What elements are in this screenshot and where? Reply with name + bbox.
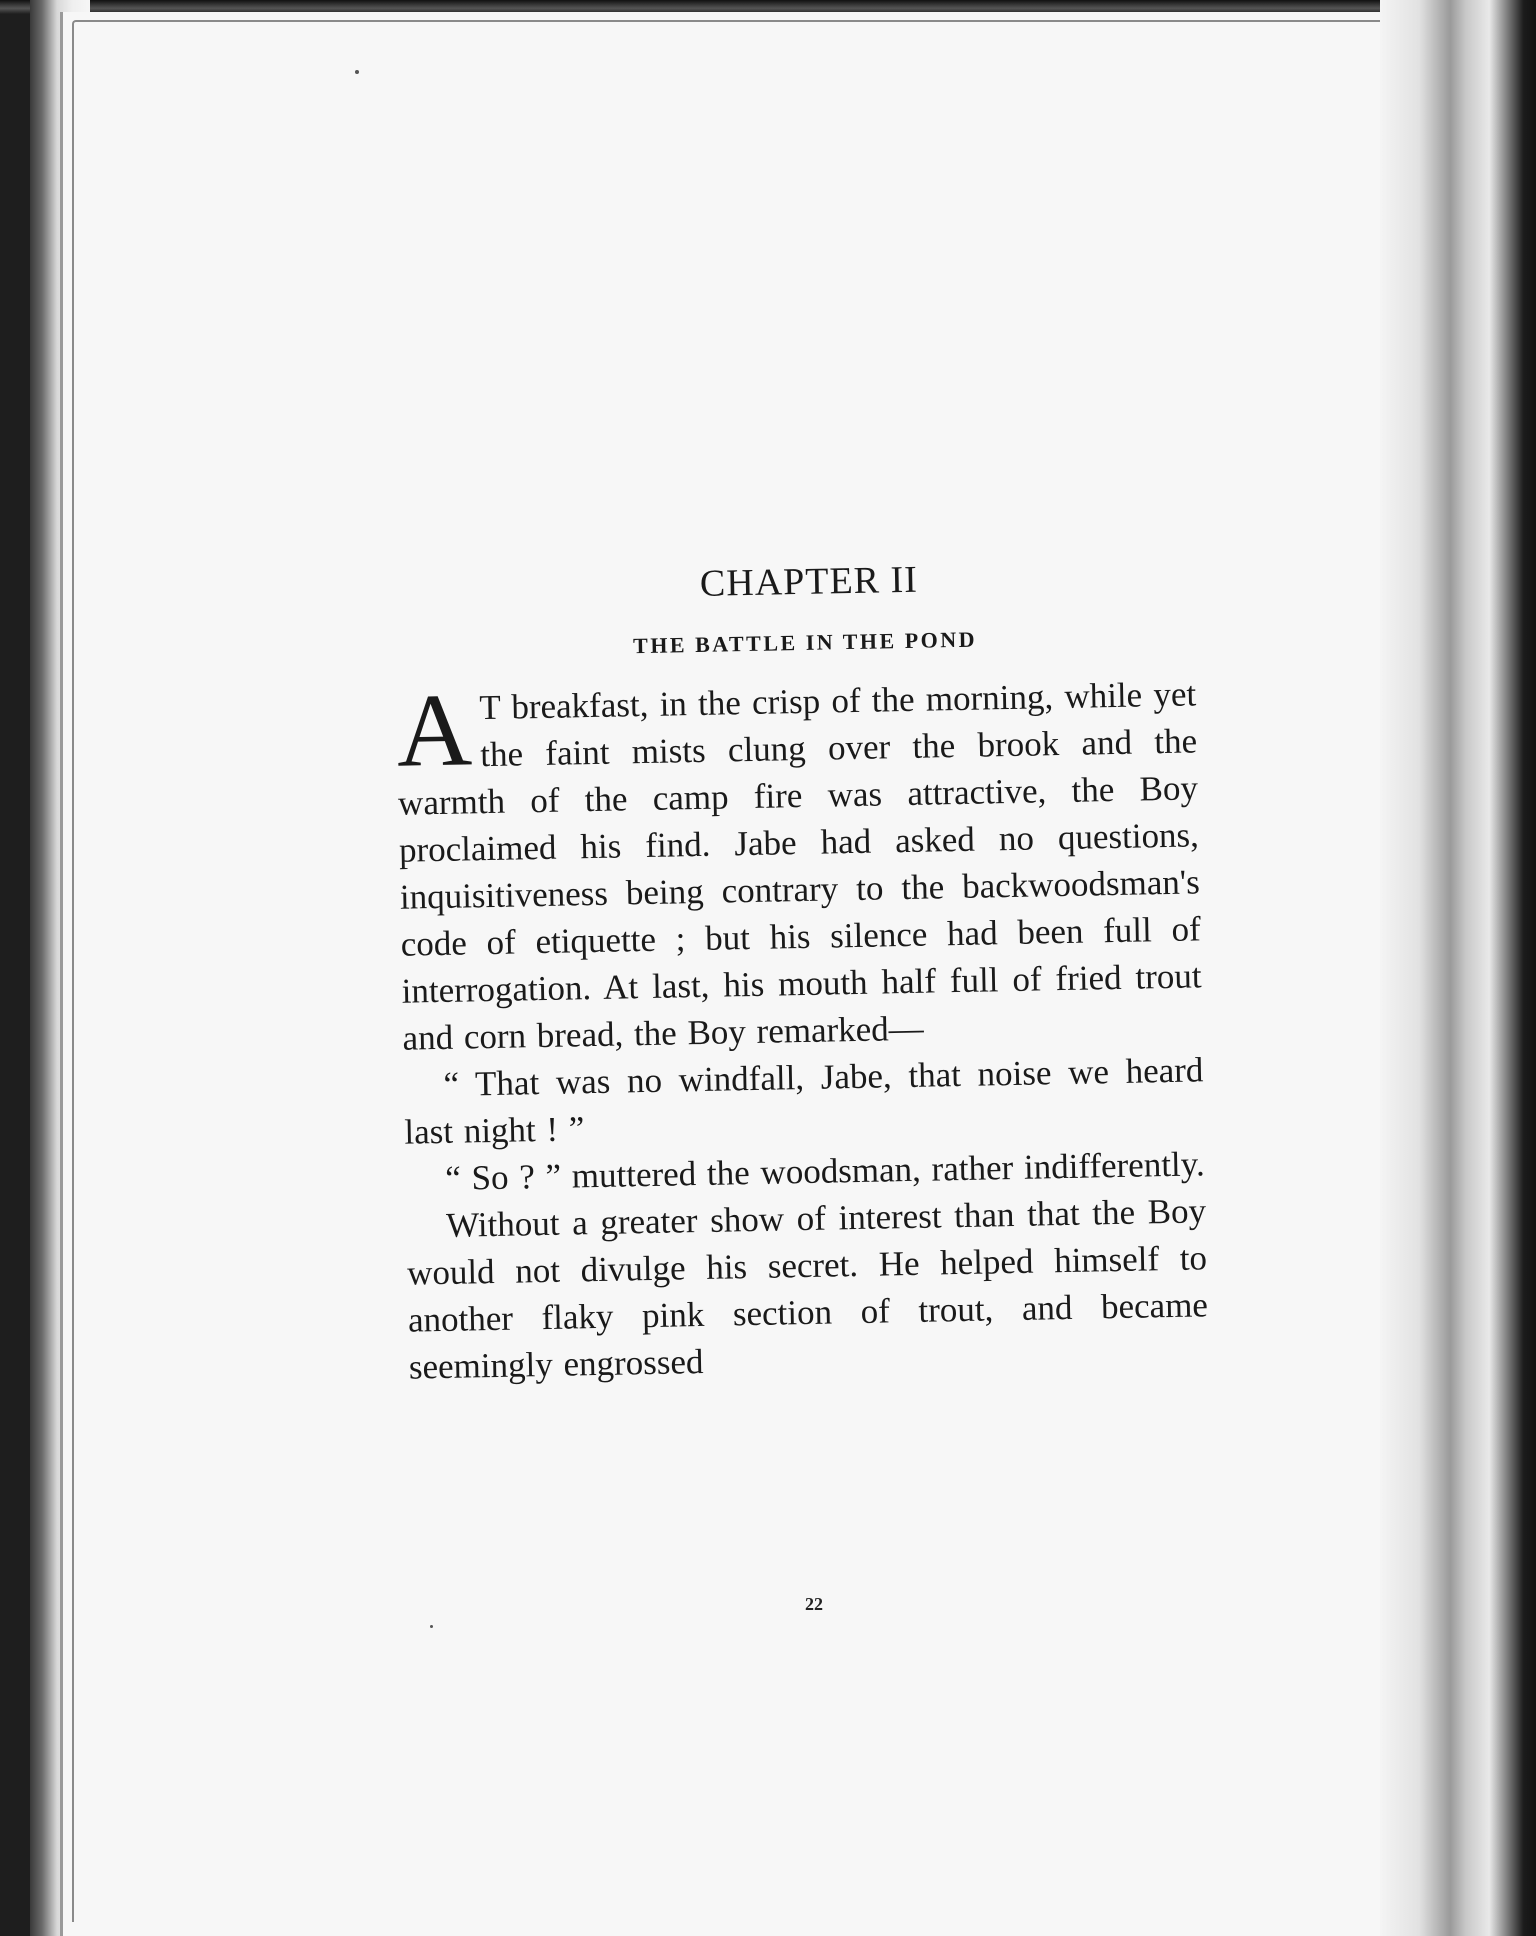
paragraph-text: T breakfast, in the crisp of the morning, while yet the faint mists clung over the brook and the warmth of the camp fire was attractive, the Boy proclaimed his find. Jabe had asked no questions, inquisitiveness being contrary to the backwoodsman's code of etiquette ; but his silence had been full of interrogation. At last, his mouth half full of fried trout and corn bread, the Boy remarked— [397, 674, 1202, 1058]
paragraph: “ So ? ” muttered the woodsman, rather indifferently. [444, 1144, 1206, 1198]
chapter-title: CHAPTER II [699, 558, 919, 605]
chapter-subtitle: THE BATTLE IN THE POND [632, 626, 978, 659]
paragraph: Without a greater show of interest than that the Boy would not divulge his secret. He helped himself to another flaky pink section of trout, and became seemingly engrossed [406, 1191, 1209, 1387]
paragraph-opening [396, 670, 1203, 1061]
paragraph: “ That was no windfall, Jabe, that noise we heard last night ! ” [404, 1050, 1204, 1152]
page-number: 22 [805, 1594, 823, 1614]
drop-cap: A [395, 672, 473, 789]
paper-speck [430, 1625, 433, 1628]
paper-speck [355, 70, 359, 74]
chapter-text [394, 552, 1210, 1390]
binding-gutter [1380, 0, 1536, 1936]
